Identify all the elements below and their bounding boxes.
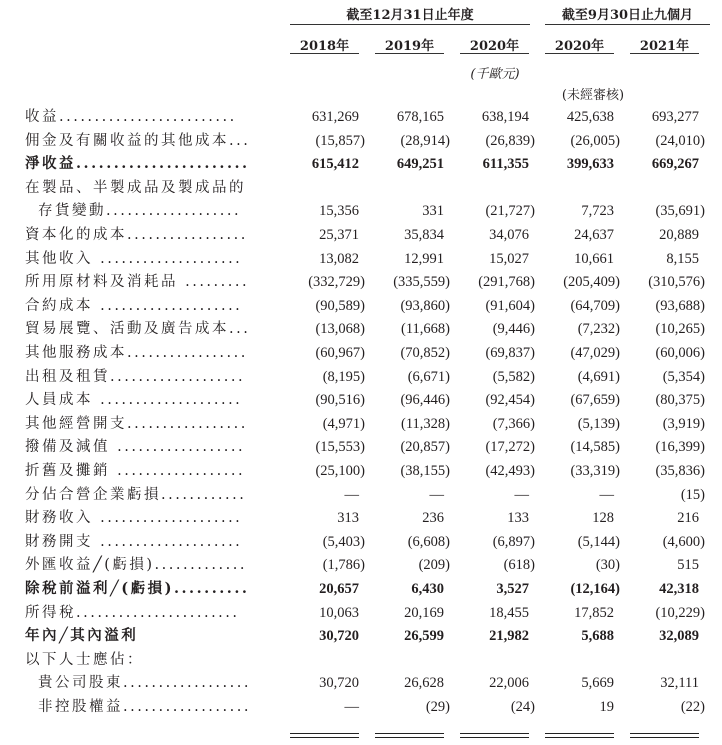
row-value: (5,354)	[662, 368, 705, 385]
row-value: (5,144)	[577, 533, 620, 550]
table-row	[0, 318, 722, 340]
row-label: 貴公司股東..................	[38, 675, 251, 692]
total-double-rule-2019	[375, 733, 444, 738]
header-rule-2018	[290, 53, 359, 54]
row-value: (28,914)	[400, 132, 450, 149]
header-year-2020: 2020年	[469, 39, 520, 54]
table-row	[0, 200, 722, 222]
row-value: (5,139)	[577, 415, 620, 432]
table-row	[0, 366, 722, 388]
row-value: 20,889	[659, 227, 699, 243]
row-value: (3,919)	[662, 415, 705, 432]
row-label: 存貨變動...................	[38, 203, 242, 220]
row-value: —	[344, 486, 359, 503]
row-value: 128	[592, 510, 614, 527]
row-value: 26,599	[404, 628, 444, 645]
row-value: (91,604)	[485, 297, 535, 314]
header-rule-2019	[375, 53, 444, 54]
row-value: 649,251	[396, 156, 444, 173]
row-value: (64,709)	[570, 297, 620, 314]
row-value: (24,010)	[655, 132, 705, 149]
row-value: 15,356	[319, 203, 359, 220]
unit-label: (千歐元)	[470, 67, 520, 82]
row-label: 所得稅.......................	[25, 604, 240, 621]
row-value: (60,967)	[315, 345, 365, 361]
row-label: 合約成本 ....................	[25, 297, 243, 314]
row-value: 26,628	[404, 675, 444, 692]
row-label: 折舊及攤銷 ..................	[25, 463, 246, 479]
row-label: 除稅前溢利╱(虧損)..........	[25, 580, 250, 597]
row-value: (13,068)	[315, 321, 365, 338]
row-value: (618)	[503, 557, 535, 574]
row-value: (5,403)	[322, 533, 365, 550]
row-value: (6,671)	[407, 368, 450, 385]
row-value: 18,455	[489, 604, 529, 621]
row-value: 35,834	[404, 227, 444, 243]
row-value: (20,857)	[400, 439, 450, 456]
row-label: 撥備及減值 ..................	[25, 439, 246, 456]
row-value: (205,409)	[563, 274, 620, 291]
row-value: 30,720	[319, 628, 359, 645]
row-label: 出租及租賃...................	[25, 368, 246, 385]
header-group-nine-months: 截至9月30日止九個月	[561, 8, 694, 23]
row-value: 331	[422, 203, 444, 220]
row-value: —	[344, 699, 359, 715]
table-row	[0, 295, 722, 317]
table-row	[0, 672, 722, 694]
row-value: (29)	[425, 699, 450, 715]
row-label: 佣金及有關收益的其他成本...	[25, 132, 251, 149]
table-row	[0, 153, 722, 175]
row-value: 25,371	[319, 227, 359, 243]
total-double-rule-2020	[460, 733, 529, 738]
header-year-2018: 2018年	[299, 39, 350, 54]
table-row	[0, 177, 722, 199]
row-label: 財務收入 ....................	[25, 510, 243, 527]
row-value: 13,082	[319, 250, 359, 267]
row-value: (93,688)	[655, 297, 705, 314]
row-value: (24)	[510, 699, 535, 715]
header-nine-months-2021: 2021年	[639, 39, 690, 54]
table-row	[0, 389, 722, 411]
row-value: 21,982	[489, 628, 529, 645]
row-label: 非控股權益..................	[38, 699, 251, 715]
row-value: 5,688	[581, 628, 614, 645]
table-row	[0, 460, 722, 482]
row-value: (70,852)	[400, 345, 450, 361]
unaudited-label: (未經審核)	[561, 88, 625, 103]
table-row	[0, 507, 722, 529]
row-value: (1,786)	[322, 557, 365, 574]
row-value: (11,328)	[401, 415, 450, 432]
row-value: 8,155	[666, 250, 699, 267]
row-value: (15,553)	[315, 439, 365, 456]
table-row	[0, 696, 722, 718]
row-label: 收益.........................	[25, 109, 237, 125]
row-value: (42,493)	[485, 463, 535, 479]
row-value: 20,169	[404, 604, 444, 621]
row-value: (6,897)	[492, 533, 535, 550]
header-rule-nine-2020	[545, 53, 614, 54]
row-value: (6,608)	[407, 533, 450, 550]
row-value: (310,576)	[648, 274, 705, 291]
row-value: (90,589)	[315, 297, 365, 314]
header-year-2019: 2019年	[384, 39, 435, 54]
row-label: 其他收入 ....................	[25, 250, 243, 267]
table-row	[0, 130, 722, 152]
row-value: (47,029)	[570, 345, 620, 361]
row-value: (4,600)	[662, 533, 705, 550]
total-double-rule-2018	[290, 733, 359, 738]
row-value: 5,669	[581, 675, 614, 692]
row-value: (8,195)	[322, 368, 365, 385]
row-label: 在製品、半製成品及製成品的	[25, 179, 246, 196]
row-value: (33,319)	[570, 463, 620, 479]
row-value: 678,165	[396, 109, 444, 125]
row-value: (12,164)	[570, 581, 620, 597]
row-label: 資本化的成本.................	[25, 227, 248, 243]
table-row	[0, 106, 722, 128]
row-value: (25,100)	[315, 463, 365, 479]
total-double-rule-nine-2021	[630, 733, 699, 738]
row-value: (4,971)	[322, 415, 365, 432]
row-value: (60,006)	[655, 345, 705, 361]
row-value: 638,194	[481, 109, 529, 125]
row-value: (209)	[418, 557, 450, 574]
row-value: (4,691)	[577, 368, 620, 385]
row-value: (69,837)	[485, 345, 535, 361]
row-label: 年內╱其內溢利	[25, 627, 139, 645]
row-value: 6,430	[411, 581, 444, 597]
table-row	[0, 413, 722, 435]
row-value: (35,691)	[655, 203, 705, 220]
row-value: (9,446)	[492, 321, 535, 338]
row-value: 7,723	[581, 203, 614, 220]
row-value: 133	[507, 510, 529, 527]
row-value: 611,355	[482, 156, 529, 173]
row-value: (335,559)	[393, 274, 450, 291]
row-label: 貿易展覽、活動及廣告成本...	[25, 321, 251, 338]
row-value: (35,836)	[655, 463, 705, 479]
row-value: 631,269	[311, 109, 359, 125]
row-value: 19	[599, 699, 614, 715]
row-value: —	[514, 486, 529, 503]
row-value: 12,991	[404, 250, 444, 267]
table-row	[0, 224, 722, 246]
row-value: 34,076	[489, 227, 529, 243]
table-row	[0, 248, 722, 270]
row-value: 42,318	[659, 581, 699, 597]
row-value: 313	[337, 510, 359, 527]
header-rule-2020	[460, 53, 529, 54]
row-value: 3,527	[496, 581, 529, 597]
row-value: 669,267	[651, 156, 699, 173]
table-row	[0, 625, 722, 647]
table-row	[0, 649, 722, 671]
row-value: (7,366)	[492, 415, 535, 432]
row-value: (291,768)	[478, 274, 535, 291]
header-rule-nine-2021	[630, 53, 699, 54]
row-value: (22)	[680, 699, 705, 715]
total-double-rule-nine-2020	[545, 733, 614, 738]
header-rule-nine-months	[545, 24, 710, 25]
row-value: (26,005)	[570, 132, 620, 149]
row-value: (14,585)	[570, 439, 620, 456]
row-value: (16,399)	[655, 439, 705, 456]
row-value: (96,446)	[400, 392, 450, 409]
row-value: (90,516)	[315, 392, 365, 409]
table-row	[0, 271, 722, 293]
row-value: 10,661	[574, 250, 614, 267]
row-label: 所用原材料及消耗品 .........	[25, 274, 250, 291]
row-value: 399,633	[566, 156, 614, 173]
row-value: 24,637	[574, 227, 614, 243]
row-value: (11,668)	[401, 321, 450, 338]
row-value: (30)	[595, 557, 620, 574]
table-row	[0, 578, 722, 600]
row-label: 人員成本 ....................	[25, 392, 243, 409]
row-value: (26,839)	[485, 132, 535, 149]
row-value: 515	[677, 557, 699, 574]
row-value: (80,375)	[655, 392, 705, 409]
row-value: —	[599, 486, 614, 503]
header-nine-months-2020: 2020年	[554, 39, 605, 54]
row-label: 以下人士應佔：	[25, 651, 144, 668]
row-value: 17,852	[574, 604, 614, 621]
row-value: (15,857)	[315, 132, 365, 149]
table-row	[0, 342, 722, 364]
row-value: 693,277	[651, 109, 699, 125]
row-value: 615,412	[311, 156, 359, 173]
row-value: (332,729)	[308, 274, 365, 291]
table-row	[0, 531, 722, 553]
row-label: 外匯收益╱(虧損).............	[25, 557, 247, 574]
table-row	[0, 554, 722, 576]
table-row	[0, 484, 722, 506]
row-value: (67,659)	[570, 392, 620, 409]
row-label: 其他經營開支.................	[25, 415, 248, 432]
row-value: (5,582)	[492, 368, 535, 385]
row-value: 236	[422, 510, 444, 527]
row-value: 15,027	[489, 250, 529, 267]
row-value: 22,006	[489, 675, 529, 692]
row-value: (17,272)	[485, 439, 535, 456]
row-value: 20,657	[319, 581, 359, 597]
row-value: 216	[677, 510, 699, 527]
row-value: —	[429, 486, 444, 503]
row-value: 32,089	[659, 628, 699, 645]
table-row	[0, 436, 722, 458]
row-value: (7,232)	[577, 321, 620, 338]
table-row	[0, 602, 722, 624]
row-label: 其他服務成本.................	[25, 345, 248, 361]
row-value: 10,063	[319, 604, 359, 621]
row-value: (93,860)	[400, 297, 450, 314]
header-group-year: 截至12月31日止年度	[346, 8, 474, 23]
row-label: 淨收益.......................	[25, 155, 250, 173]
row-value: (10,229)	[655, 604, 705, 621]
row-value: (15)	[680, 486, 705, 503]
row-value: 425,638	[566, 109, 614, 125]
row-value: (21,727)	[485, 203, 535, 220]
row-label: 財務開支 ....................	[25, 533, 243, 550]
row-value: (92,454)	[485, 392, 535, 409]
row-value: (10,265)	[655, 321, 705, 338]
header-rule-year	[290, 24, 530, 25]
row-label: 分佔合營企業虧損............	[25, 486, 247, 503]
row-value: 32,111	[660, 675, 699, 692]
row-value: 30,720	[319, 675, 359, 692]
row-value: (38,155)	[400, 463, 450, 479]
